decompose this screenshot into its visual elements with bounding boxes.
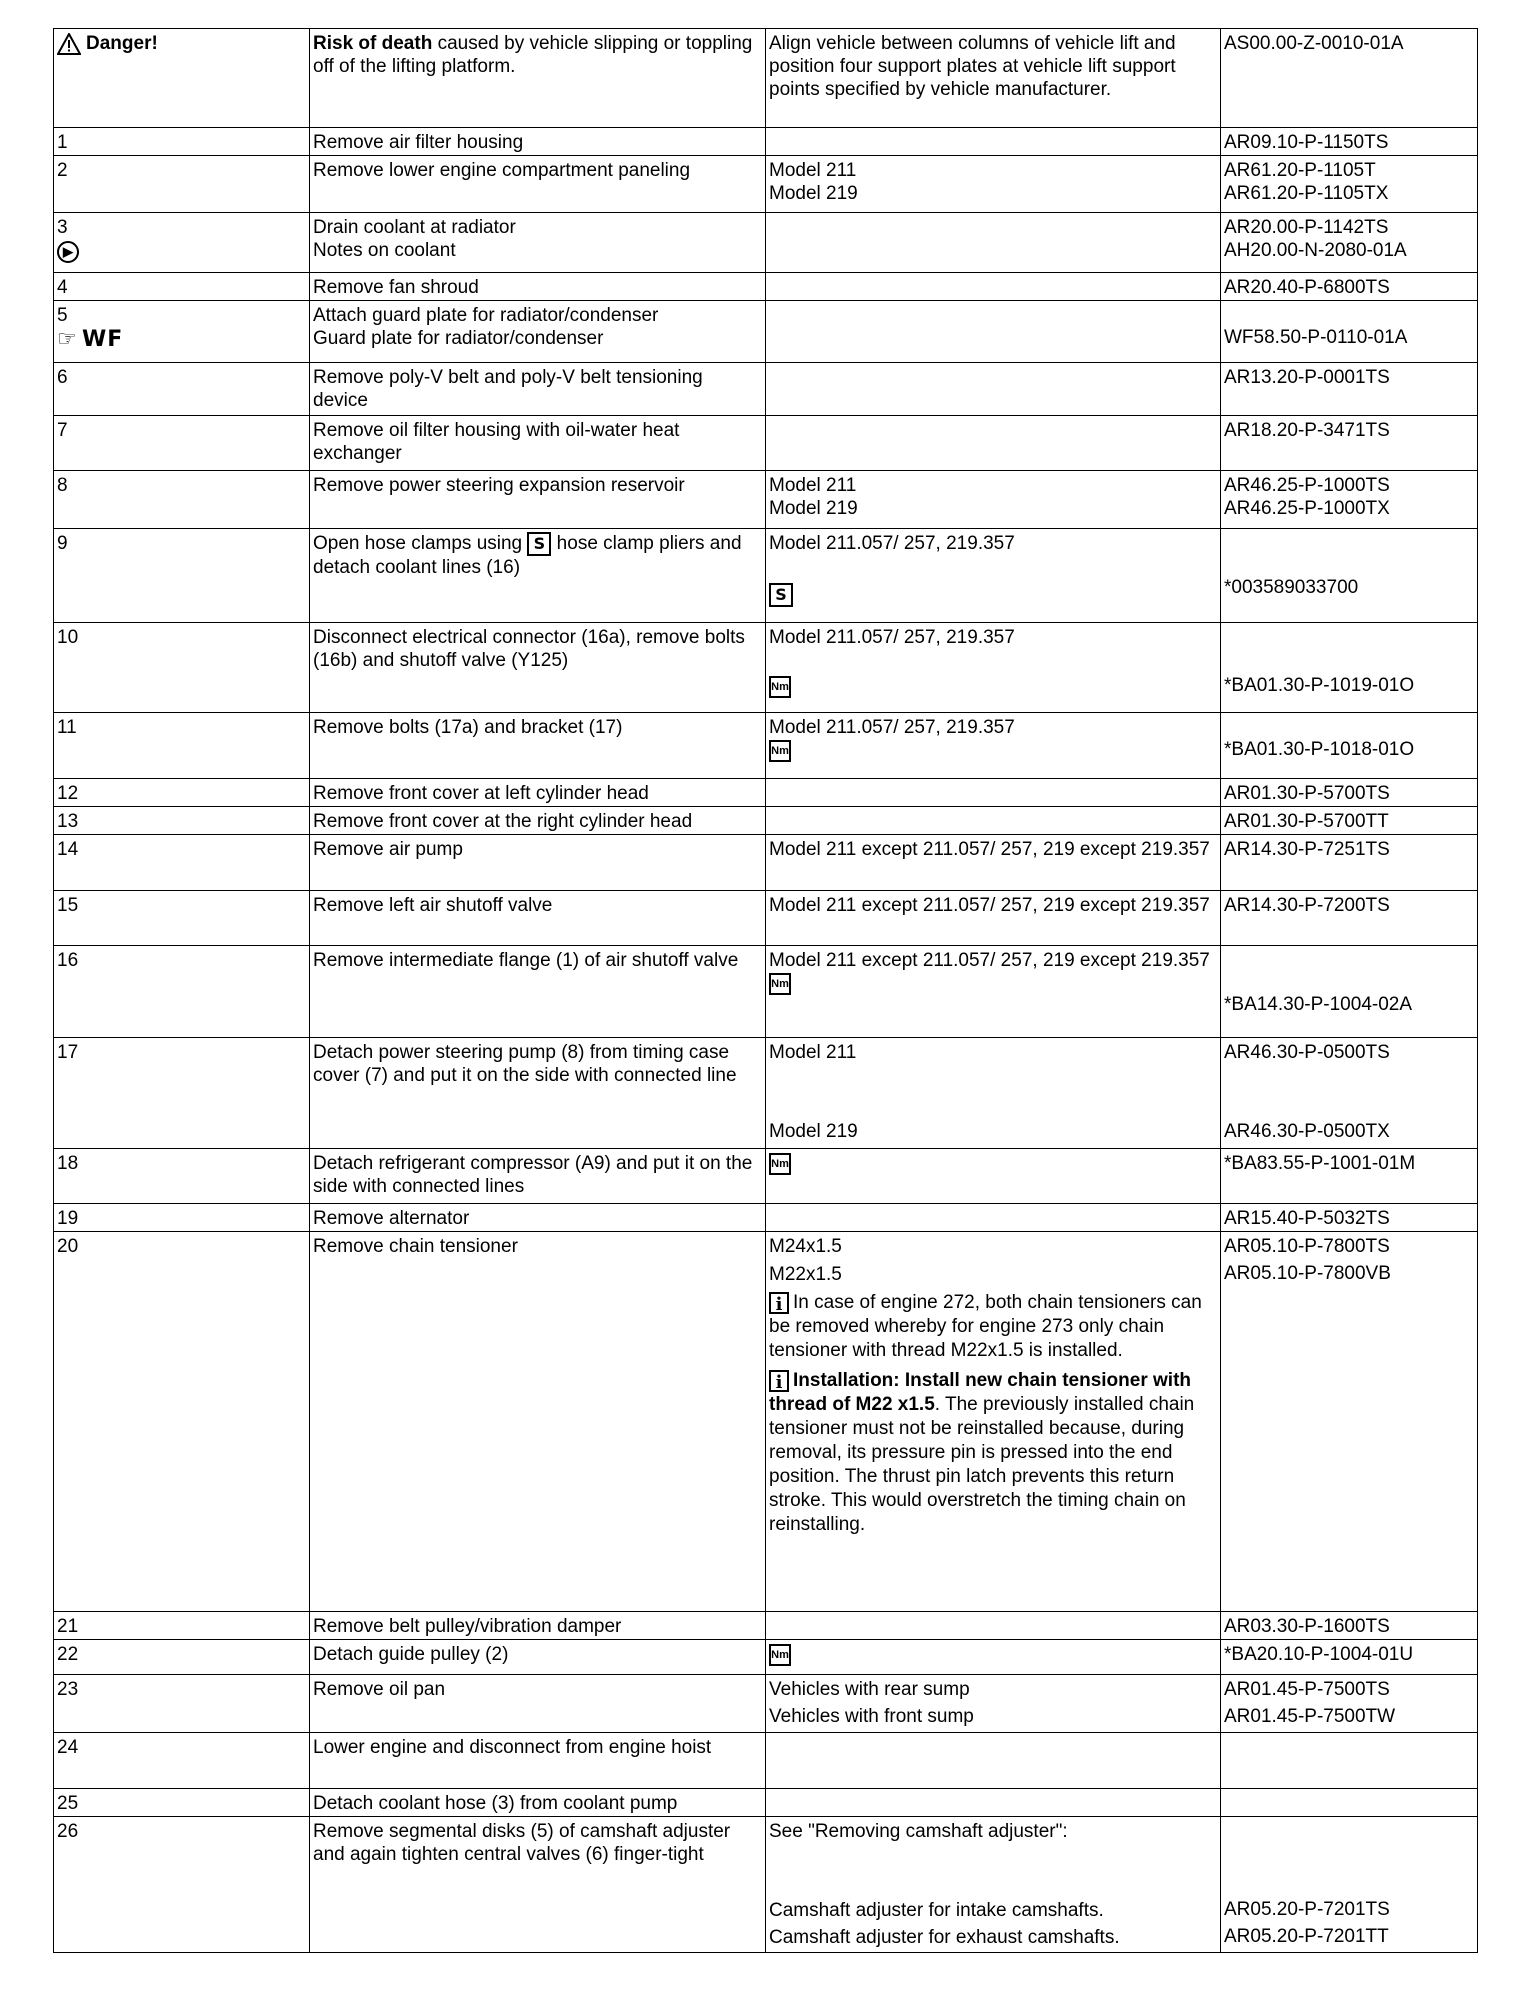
table-row: 23 Remove oil pan Vehicles with rear sump Vehicles with front sump AR01.45-P-7500TS AR01.45-P-7500TW [54,1675,1478,1733]
table-row: 14 Remove air pump Model 211 except 211.057/ 257, 219 except 219.357 AR14.30-P-7251TS [54,835,1478,891]
table-row: 10 Disconnect electrical connector (16a), remove bolts (16b) and shutoff valve (Y125) Model 211.057/ 257, 219.357 Nm *BA01.30-P-1019-01O [54,623,1478,713]
table-row: Danger! Risk of death caused by vehicle slipping or toppling off of the lifting platform. Align vehicle between columns of vehicle lift and position four support plates at vehicle lift support points specified by vehicle manufacturer. AS00.00-Z-0010-01A [54,29,1478,128]
table-row: 17 Detach power steering pump (8) from timing case cover (7) and put it on the side with connected line Model 211 Model 219 AR46.30-P-0500TS AR46.30-P-0500TX [54,1038,1478,1149]
table-row: 6 Remove poly-V belt and poly-V belt tensioning device AR13.20-P-0001TS [54,363,1478,416]
danger-label: Danger! [57,32,158,55]
table-row: 20 Remove chain tensioner M24x1.5 M22x1.5 i In case of engine 272, both chain tensioners can be removed whereby for engine 273 only chain tensioner with thread M22x1.5 is installed. i Installation: Install new chain tensioner with thread of M22 x1.5. The previously installed chain tensioner must not be reinstalled because, during removal, its pressure pin is pressed into the end position. The thrust pin latch prevents this return stroke. This would overstretch the timing chain on reinstalling. AR05.10-P-7800TS AR05.10-P-7800VB [54,1232,1478,1612]
table-row: 2 Remove lower engine compartment paneling Model 211 Model 219 AR61.20-P-1105T AR61.20-P-1105TX [54,156,1478,213]
info-icon: i [769,1292,789,1314]
table-row: 5 ☞ WF Attach guard plate for radiator/condenser Guard plate for radiator/condenser WF58.50-P-0110-01A [54,301,1478,363]
table-row: 4 Remove fan shroud AR20.40-P-6800TS [54,273,1478,301]
torque-nm-icon: Nm [769,1153,791,1175]
info-icon: i [769,1370,789,1392]
pointing-hand-icon: ☞ [57,326,77,351]
procedure-table [53,28,1478,1953]
table-row: 18 Detach refrigerant compressor (A9) and put it on the side with connected lines Nm *BA83.55-P-1001-01M [54,1149,1478,1204]
table-row: 13 Remove front cover at the right cylinder head AR01.30-P-5700TT [54,807,1478,835]
torque-nm-icon: Nm [769,1644,791,1666]
table-row: 21 Remove belt pulley/vibration damper AR03.30-P-1600TS [54,1612,1478,1640]
coolant-notes-icon: ▶ [57,241,79,263]
table-row: 19 Remove alternator AR15.40-P-5032TS [54,1204,1478,1232]
table-row: 3 ▶ Drain coolant at radiator Notes on coolant AR20.00-P-1142TS AH20.00-N-2080-01A [54,213,1478,273]
table-row: 7 Remove oil filter housing with oil-water heat exchanger AR18.20-P-3471TS [54,416,1478,471]
table-row: 11 Remove bolts (17a) and bracket (17) Model 211.057/ 257, 219.357 Nm *BA01.30-P-1018-01O [54,713,1478,779]
table-row: 25 Detach coolant hose (3) from coolant pump [54,1789,1478,1817]
table-row: 16 Remove intermediate flange (1) of air shutoff valve Model 211 except 211.057/ 257, 219 except 219.357 Nm *BA14.30-P-1004-02A [54,946,1478,1038]
special-tool-icon: S [769,583,793,607]
table-row: 1 Remove air filter housing AR09.10-P-1150TS [54,128,1478,156]
table-row: 9 Open hose clamps using S hose clamp pliers and detach coolant lines (16) Model 211.057/ 257, 219.357 S *003589033700 [54,529,1478,623]
table-row: 15 Remove left air shutoff valve Model 211 except 211.057/ 257, 219 except 219.357 AR14.30-P-7200TS [54,891,1478,946]
torque-nm-icon: Nm [769,740,791,762]
torque-nm-icon: Nm [769,676,791,698]
table-row: 8 Remove power steering expansion reservoir Model 211 Model 219 AR46.25-P-1000TS AR46.25-P-1000TX [54,471,1478,529]
warning-triangle-icon [57,33,81,55]
table-row: 26 Remove segmental disks (5) of camshaft adjuster and again tighten central valves (6) finger-tight See "Removing camshaft adjuster": Camshaft adjuster for intake camshafts. Camshaft adjuster for exhaust camshafts. AR05.20-P-7201TS AR05.20-P-7201TT [54,1817,1478,1953]
table-row: 22 Detach guide pulley (2) Nm *BA20.10-P-1004-01U [54,1640,1478,1675]
special-tool-icon: S [527,532,551,556]
table-row: 24 Lower engine and disconnect from engine hoist [54,1733,1478,1789]
table-row: 12 Remove front cover at left cylinder head AR01.30-P-5700TS [54,779,1478,807]
torque-nm-icon: Nm [769,973,791,995]
